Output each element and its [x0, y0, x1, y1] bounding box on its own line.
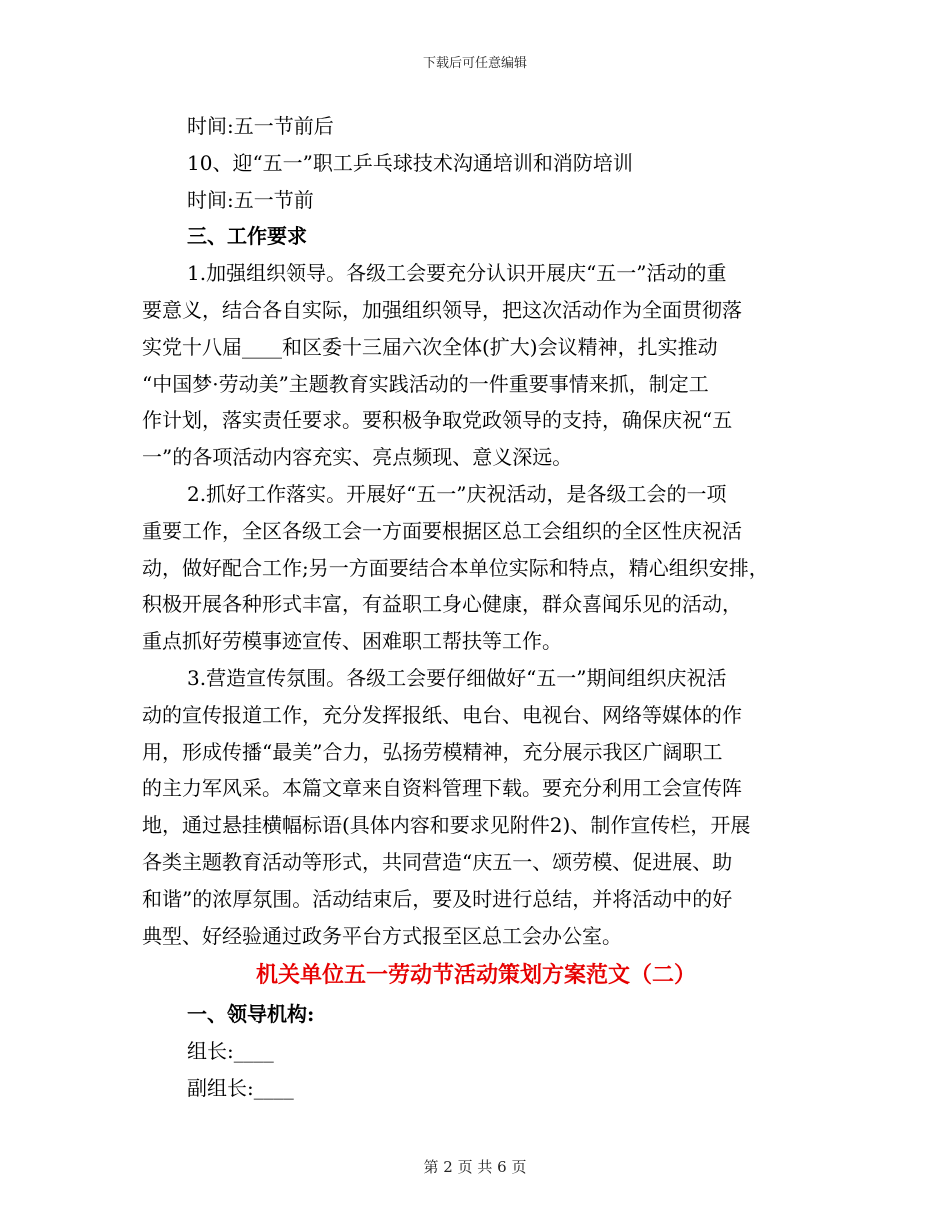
page-header: 下载后可任意编辑 [422, 56, 527, 71]
text-line: 积极开展各种形式丰富，有益职工身心健康，群众喜闻乐见的活动， [142, 592, 742, 617]
text-line: 时间:五一节前 [187, 187, 314, 212]
section-title: 机关单位五一劳动节活动策划方案范文（二） [255, 962, 696, 989]
text-line: 用，形成传播“最美”合力，弘扬劳模精神，充分展示我区广阔职工 [142, 739, 723, 764]
text-line: 时间:五一节前后 [187, 114, 334, 138]
text-line: 1.加强组织领导。各级工会要充分认识开展庆“五一”活动的重 [187, 261, 727, 286]
text-line: 三、工作要求 [187, 224, 307, 249]
text-line: 典型、好经验通过政务平台方式报至区总工会办公室。 [142, 923, 622, 948]
text-line: 3.营造宣传氛围。各级工会要仔细做好“五一”期间组织庆祝活 [187, 665, 727, 690]
text-line: 和谐”的浓厚氛围。活动结束后，要及时进行总结，并将活动中的好 [142, 886, 733, 911]
text-line: 作计划，落实责任要求。要积极争取党政领导的支持，确保庆祝“五 [142, 408, 733, 433]
text-line: 一、领导机构: [187, 1002, 315, 1027]
text-line: 实党十八届____和区委十三届六次全体(扩大)会议精神，扎实推动 [142, 334, 718, 359]
text-line: 组长:____ [187, 1039, 274, 1064]
text-line: 2.抓好工作落实。开展好“五一”庆祝活动，是各级工会的一项 [187, 481, 727, 506]
text-line: 动的宣传报道工作，充分发挥报纸、电台、电视台、网络等媒体的作 [142, 702, 742, 727]
document-body [142, 108, 810, 1107]
text-line: 要意义，结合各自实际，加强组织领导，把这次活动作为全面贯彻落 [142, 297, 742, 322]
text-line: 重要工作，全区各级工会一方面要根据区总工会组织的全区性庆祝活 [142, 518, 742, 543]
text-line: 的主力军风采。本篇文章来自资料管理下载。要充分利用工会宣传阵 [142, 776, 742, 801]
body-paragraphs [142, 108, 810, 954]
text-line: 动，做好配合工作;另一方面要结合本单位实际和特点，精心组织安排， [142, 555, 769, 580]
text-line: 一”的各项活动内容充实、亮点频现、意义深远。 [142, 445, 573, 470]
text-line: 重点抓好劳模事迹宣传、困难职工帮扶等工作。 [142, 629, 562, 654]
text-line: 10、迎“五一”职工乒乓球技术沟通培训和消防培训 [187, 150, 633, 175]
text-line: 副组长:____ [187, 1075, 294, 1100]
text-line: 各类主题教育活动等形式，共同营造“庆五一、颂劳模、促进展、助 [142, 849, 733, 874]
text-line: “中国梦·劳动美”主题教育实践活动的一件重要事情来抓，制定工 [142, 371, 709, 396]
text-line: 地，通过悬挂横幅标语(具体内容和要求见附件2)、制作宣传栏，开展 [142, 813, 751, 838]
page-footer: 第 2 页 共 6 页 [423, 1158, 527, 1176]
leadership-section [142, 996, 810, 1106]
